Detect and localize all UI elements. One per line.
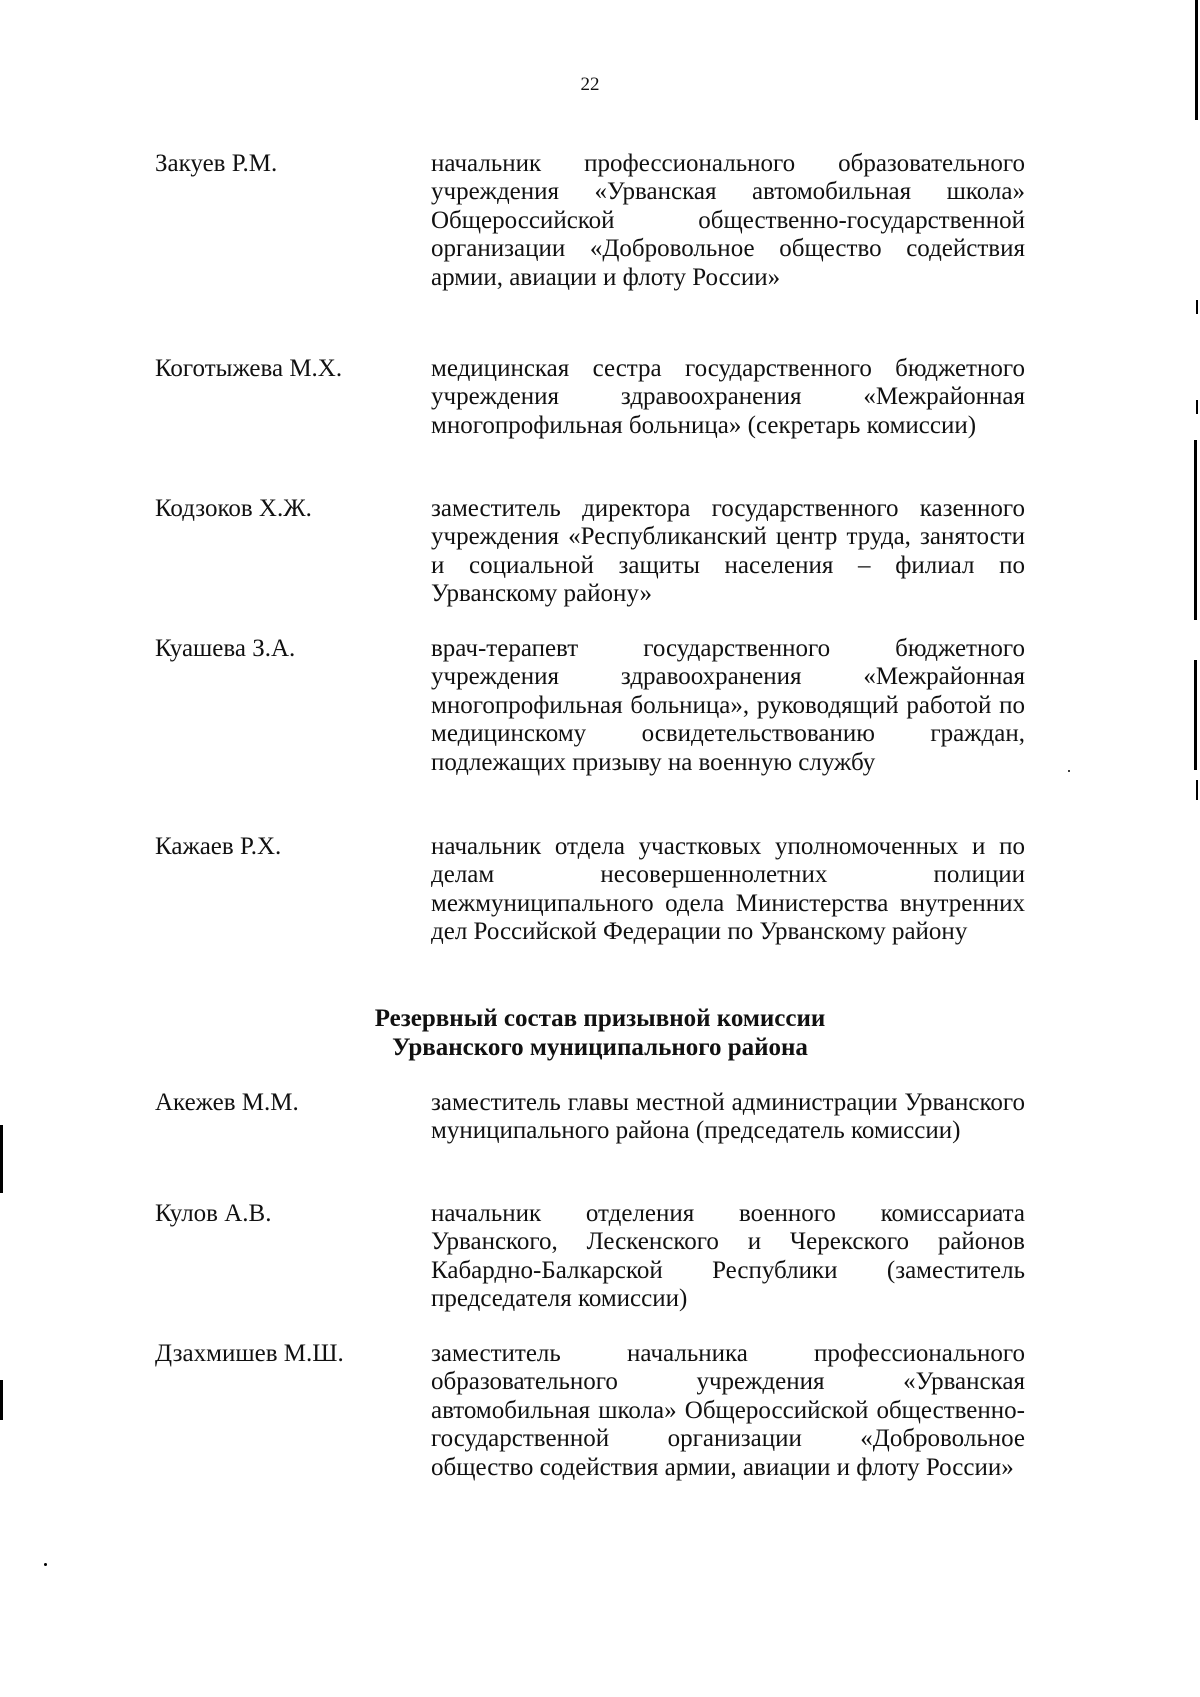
scan-mark <box>1194 660 1197 770</box>
scan-mark <box>1196 300 1198 314</box>
member-position: заместитель начальника профессионального образовательного учреждения «Урванская автомобильная школа» Общероссийской общественно-государственной организации «Добровольное общество содействия армии, авиации и флоту России» <box>431 1340 1025 1481</box>
member-position: врач-терапевт государственного бюджетного учреждения здравоохранения «Межрайонная многопрофильная больница», руководящий работой по медицинскому освидетельствованию граждан, подлежащих призыву на военную службу <box>431 635 1025 776</box>
scan-mark <box>1196 780 1198 800</box>
member-name: Дзахмишев М.Ш. <box>155 1340 344 1367</box>
section-heading-reserve <box>300 1004 900 1062</box>
scan-mark <box>1195 0 1198 120</box>
member-name: Акежев М.М. <box>155 1089 299 1116</box>
scan-mark <box>1194 440 1197 620</box>
member-name: Кажаев Р.Х. <box>155 833 282 860</box>
member-position: медицинская сестра государственного бюджетного учреждения здравоохранения «Межрайонная многопрофильная больница» (секретарь комиссии) <box>431 355 1025 439</box>
member-name: Куашева З.А. <box>155 635 296 662</box>
member-name: Коготыжева М.Х. <box>155 355 343 382</box>
section-heading-line-1: Резервный состав призывной комиссии <box>374 1005 826 1032</box>
scan-mark <box>0 1380 3 1420</box>
member-name: Закуев Р.М. <box>155 150 278 177</box>
scan-mark <box>1068 770 1070 772</box>
section-heading-line-2: Урванского муниципального района <box>392 1034 808 1061</box>
member-position: заместитель главы местной администрации Урванского муниципального района (председатель комиссии) <box>431 1089 1025 1145</box>
member-position: начальник профессионального образовательного учреждения «Урванская автомобильная школа» Общероссийской общественно-государственной организации «Добровольное общество содействия армии, авиации и флоту России» <box>431 150 1025 291</box>
member-position: заместитель директора государственного казенного учреждения «Республиканский центр труда, занятости и социальной защиты населения – филиал по Урванскому району» <box>431 495 1025 608</box>
member-position: начальник отделения военного комиссариата Урванского, Лескенского и Черекского районов Кабардно-Балкарской Республики (заместитель председателя комиссии) <box>431 1200 1025 1313</box>
member-name: Кодзоков Х.Ж. <box>155 495 312 522</box>
member-position: начальник отдела участковых уполномоченных и по делам несовершеннолетних полиции межмуниципального одела Министерства внутренних дел Российской Федерации по Урванскому району <box>431 833 1025 946</box>
scan-mark <box>0 1125 3 1193</box>
member-name: Кулов А.В. <box>155 1200 272 1227</box>
page-number: 22 <box>580 74 600 95</box>
scan-mark <box>44 1563 47 1566</box>
scan-mark <box>1196 400 1198 414</box>
